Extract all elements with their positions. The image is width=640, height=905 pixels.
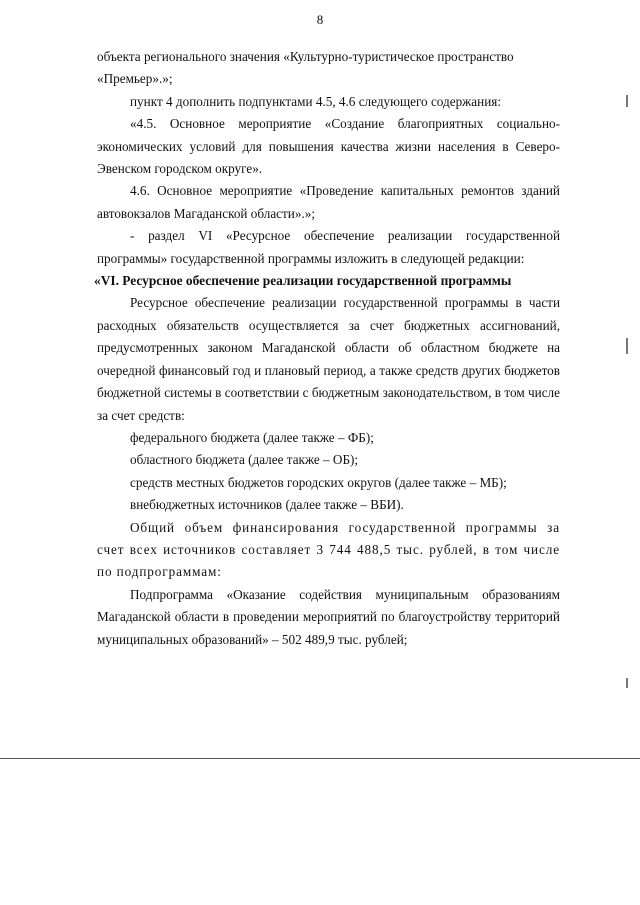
scan-margin-mark	[626, 95, 628, 107]
paragraph-item-4-5: «4.5. Основное мероприятие «Создание благоприятных социально-экономических условий для повышения качества жизни населения в Северо-Эвенском городском округе».	[97, 116, 560, 177]
paragraph-item-4-6: 4.6. Основное мероприятие «Проведение капитальных ремонтов зданий автовокзалов Магаданской области».»;	[97, 183, 560, 221]
page-number: 8	[316, 12, 324, 27]
paragraph-total-funding: Общий объем финансирования государственной программы за счет всех источников составляет 3 744 488,5 тыс. рублей, в том числе по подпрограммам:	[97, 519, 560, 580]
paragraph-resource-provision: Ресурсное обеспечение реализации государственной программы в части расходных обязательств осуществляется за счет бюджетных ассигнований, предусмотренных законом Магаданской области об областном бюджете на очередной финансовый год и плановый период, а также средств других бюджетов бюджетной системы в соответствии с бюджетным законодательством, в том числе за счет средств:	[97, 295, 560, 423]
funding-source-item: средств местных бюджетов городских округов (далее также – МБ);	[130, 474, 507, 490]
scan-margin-mark	[626, 678, 628, 688]
paragraph-add-subitems: пункт 4 дополнить подпунктами 4.5, 4.6 следующего содержания:	[130, 93, 501, 109]
section-heading: «VI. Ресурсное обеспечение реализации государственной программы	[94, 273, 512, 289]
funding-source-item: областного бюджета (далее также – ОБ);	[130, 452, 359, 468]
funding-source-item: внебюджетных источников (далее также – ВБИ).	[130, 497, 404, 513]
document-body	[94, 46, 560, 651]
paragraph-section-vi-instruction: - раздел VI «Ресурсное обеспечение реализации государственной программы» государственной программы изложить в следующей редакции:	[97, 228, 560, 266]
paragraph-object-reference: объекта регионального значения «Культурно-туристическое пространство «Премьер».»;	[97, 49, 514, 87]
paragraph-subprogram-funding: Подпрограмма «Оказание содействия муниципальным образованиям Магаданской области в проведении мероприятий по благоустройству территорий муниципальных образований» – 502 489,9 тыс. рублей;	[97, 586, 560, 647]
funding-source-item: федерального бюджета (далее также – ФБ);	[130, 429, 374, 445]
scan-margin-mark	[626, 338, 628, 354]
bottom-page-rule	[0, 758, 640, 759]
